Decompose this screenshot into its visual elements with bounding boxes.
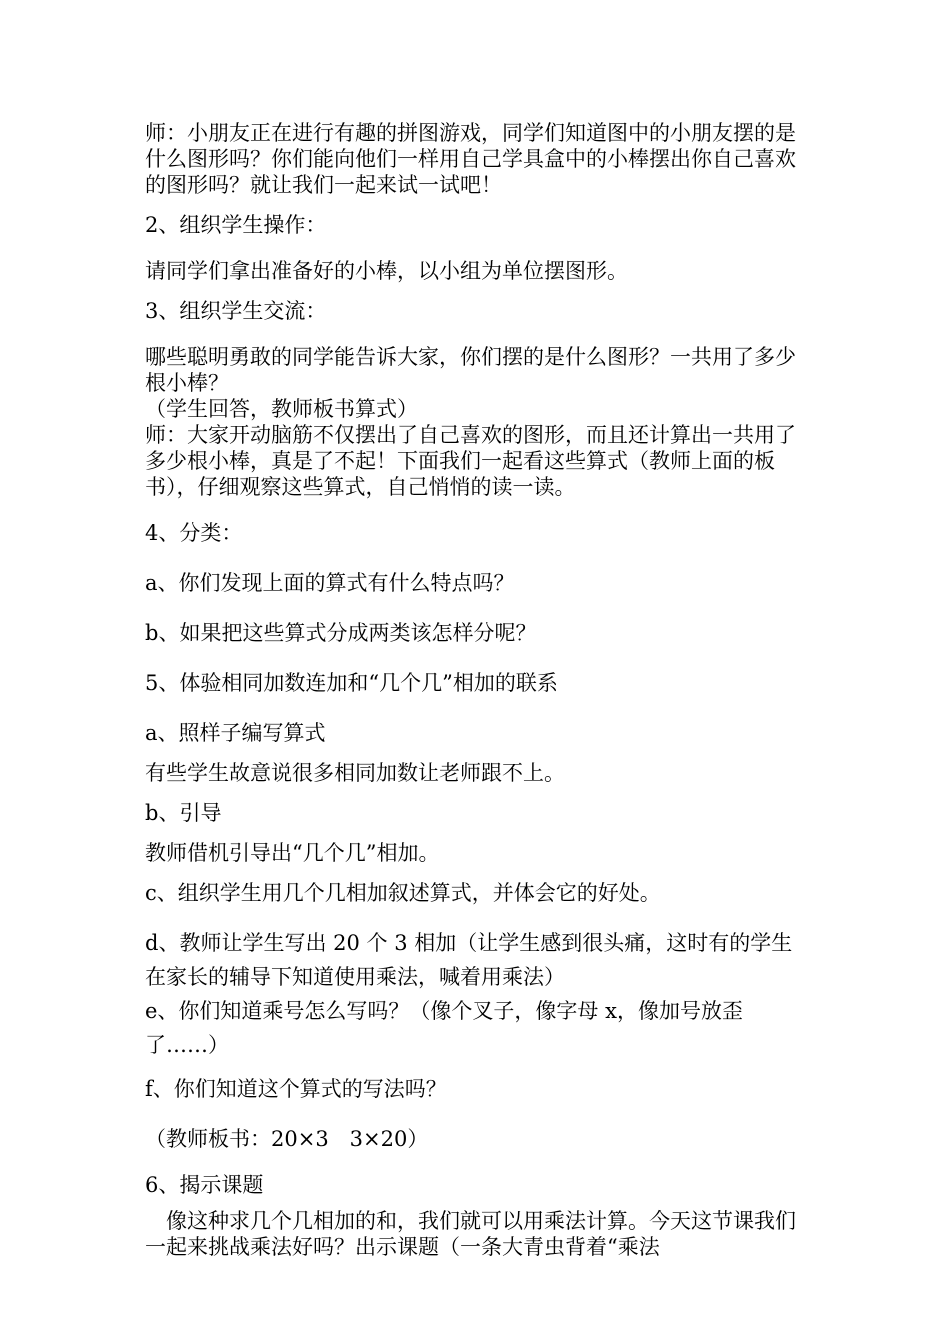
paragraph-step-5-a-body: 有些学生故意说很多相同加数让老师跟不上。 [145, 761, 565, 785]
paragraph-step-5-e: e、你们知道乘号怎么写吗？（像个叉子，像字母 x，像加号放歪了……） [145, 999, 743, 1057]
paragraph-step-3-note: （学生回答，教师板书算式） [145, 397, 418, 421]
paragraph-step-6-body: 像这种求几个几相加的和，我们就可以用乘法计算。今天这节课我们一起来挑战乘法好吗？出示课题（一条大青虫背着“乘法 [145, 1209, 796, 1259]
paragraph-step-5-b: b、引导 [145, 801, 222, 825]
heading-step-5: 5、体验相同加数连加和“几个几”相加的联系 [145, 671, 558, 695]
paragraph-step-5-c: c、组织学生用几个几相加叙述算式，并体会它的好处。 [145, 881, 661, 905]
document-page [145, 120, 810, 1260]
heading-step-4: 4、分类： [145, 521, 243, 545]
paragraph-intro: 师：小朋友正在进行有趣的拼图游戏，同学们知道图中的小朋友摆的是什么图形吗？你们能向他们一样用自己学具盒中的小棒摆出你自己喜欢的图形吗？就让我们一起来试一试吧！ [145, 121, 796, 197]
paragraph-step-3-teacher: 师：大家开动脑筋不仅摆出了自己喜欢的图形，而且还计算出一共用了多少根小棒，真是了不起！下面我们一起看这些算式（教师上面的板书），仔细观察这些算式，自己悄悄的读一读。 [145, 423, 796, 499]
heading-step-3: 3、组织学生交流： [145, 299, 327, 323]
paragraph-step-5-f: f、你们知道这个算式的写法吗？ [145, 1077, 447, 1101]
heading-step-6: 6、揭示课题 [145, 1173, 264, 1197]
paragraph-step-5-b-body: 教师借机引导出“几个几”相加。 [145, 841, 440, 865]
paragraph-step-3-question: 哪些聪明勇敢的同学能告诉大家，你们摆的是什么图形？一共用了多少根小棒？ [145, 345, 796, 395]
paragraph-step-5-d: d、教师让学生写出 20 个 3 相加（让学生感到很头痛，这时有的学生在家长的辅导下知道使用乘法，喊着用乘法） [145, 931, 793, 989]
paragraph-step-4-a: a、你们发现上面的算式有什么特点吗？ [145, 571, 515, 595]
paragraph-step-4-b: b、如果把这些算式分成两类该怎样分呢？ [145, 621, 537, 645]
paragraph-board-formula: （教师板书：20×3 3×20） [145, 1127, 429, 1151]
paragraph-step-5-a: a、照样子编写算式 [145, 721, 326, 745]
paragraph-step-2-body: 请同学们拿出准备好的小棒，以小组为单位摆图形。 [145, 259, 628, 283]
heading-step-2: 2、组织学生操作： [145, 213, 327, 237]
